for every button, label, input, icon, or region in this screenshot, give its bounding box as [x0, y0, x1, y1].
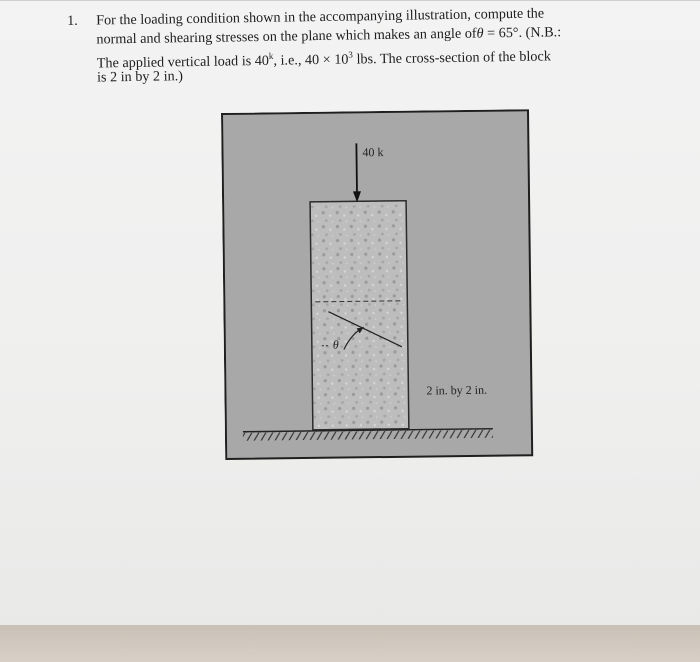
illustration-svg [221, 109, 535, 461]
load-conversion: , i.e., 40 × 10 [273, 51, 349, 69]
load-arrow-shaft [356, 143, 357, 195]
problem-line-3-end: lbs. The cross-section of the block [352, 48, 551, 68]
loaded-block [310, 201, 409, 430]
kip-superscript: k [268, 50, 274, 61]
problem-line-1: For the loading condition shown in the accompanying illustration, compute the [96, 5, 545, 29]
angle-label: θ [332, 337, 339, 352]
problem-line-2-text: normal and shearing stresses on the plane which makes an angle of [96, 25, 477, 48]
load-label: 40 k [362, 145, 384, 160]
theta-symbol: θ [476, 25, 484, 42]
background-surface [0, 625, 700, 662]
loading-illustration [221, 109, 535, 466]
problem-line-4: is 2 in by 2 in.) [96, 68, 184, 86]
problem-line-3-text: The applied vertical load is 40 [96, 52, 270, 72]
problem-number: 1. [67, 12, 78, 29]
cross-section-label: 2 in. by 2 in. [426, 382, 488, 398]
angle-value: = 65°. (N.B.: [483, 24, 562, 42]
exponent-superscript: 3 [348, 49, 353, 60]
